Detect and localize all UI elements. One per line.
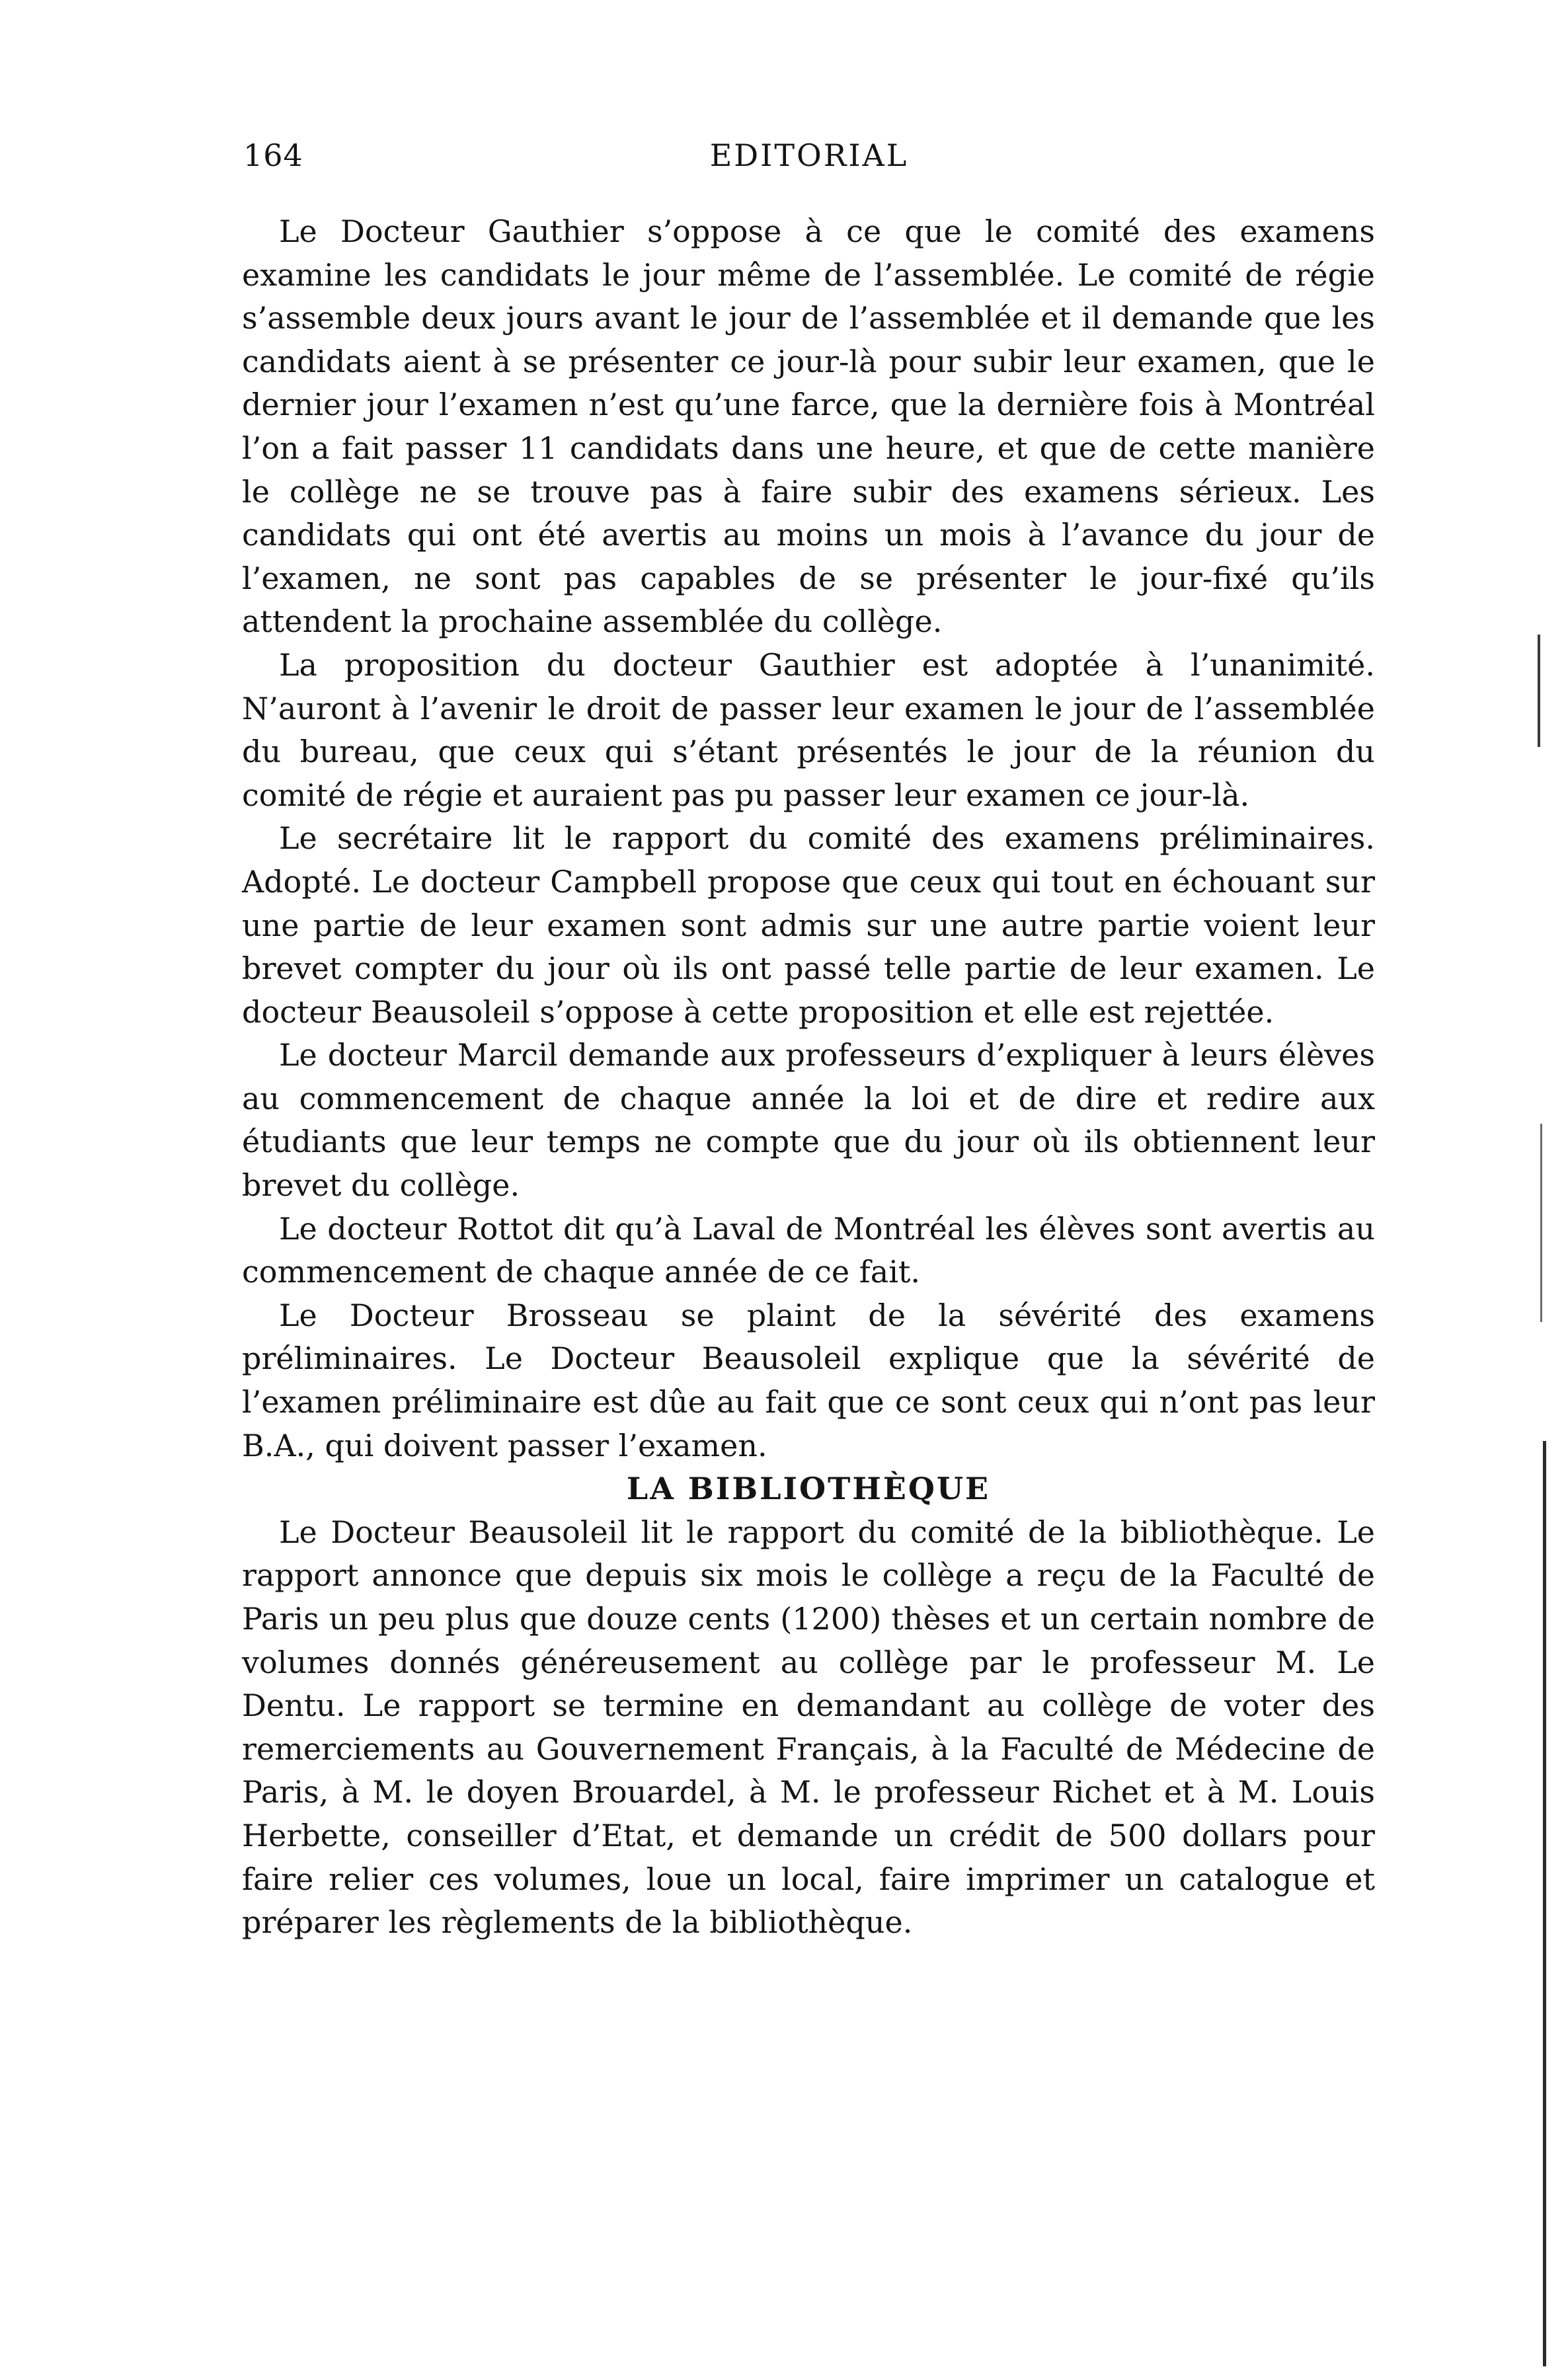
paragraph: Le secrétaire lit le rapport du comité des examens préliminaires. Adopté. Le docteur Campbell propose que ceux qui tout en échouant sur une partie de leur examen sont admis sur une autre partie voient leur brevet compter du jour où ils ont passé telle partie de leur examen. Le docteur Beausoleil s’oppose à cette proposition et elle est rejettée. <box>242 820 1375 1030</box>
paragraph: La proposition du docteur Gauthier est adoptée à l’unanimité. N’auront à l’avenir le droit de passer leur examen le jour de l’assemblée du bureau, que ceux qui s’étant présentés le jour de la réunion du comité de régie et auraient pas pu passer leur examen ce jour-là. <box>242 646 1375 813</box>
page-number: 164 <box>243 137 303 173</box>
paragraph: Le Docteur Beausoleil lit le rapport du comité de la bibliothèque. Le rapport annonce que depuis six mois le collège a reçu de la Faculté de Paris un peu plus que douze cents (1200) thèses et un certain nombre de volumes donnés généreusement au collège par le professeur M. Le Dentu. Le rapport se termine en demandant au collège de voter des remerciements au Gouvernement Français, à la Faculté de Médecine de Paris, à M. le doyen Brouardel, à M. le professeur Richet et à M. Louis Herbette, conseiller d’Etat, et demande un crédit de 500 dollars pour faire relier ces volumes, loue un local, faire imprimer un catalogue et préparer les règlements de la bibliothèque. <box>242 1514 1375 1941</box>
section-heading: LA BIBLIOTHÈQUE <box>626 1471 991 1507</box>
page-header <box>243 137 1375 184</box>
scan-edge-mark <box>1543 1441 1546 2366</box>
scan-edge-mark <box>1540 1124 1542 1322</box>
running-head: EDITORIAL <box>709 137 909 173</box>
paragraph: Le Docteur Gauthier s’oppose à ce que le comité des examens examine les candidats le jour même de l’assemblée. Le comité de régie s’assemble deux jours avant le jour de l’assemblée et il demande que les candidats aient à se présenter ce jour-là pour subir leur examen, que le dernier jour l’examen n’est qu’une farce, que la dernière fois à Montréal l’on a fait passer 11 candidats dans une heure, et que de cette manière le collège ne se trouve pas à faire subir des examens sérieux. Les candidats qui ont été avertis au moins un mois à l’avance du jour de l’examen, ne sont pas capables de se présenter le jour-fixé qu’ils attendent la prochaine assemblée du collège. <box>242 214 1375 640</box>
paragraph: Le Docteur Brosseau se plaint de la sévérité des examens préliminaires. Le Docteur Beausoleil explique que la sévérité de l’examen préliminaire est dûe au fait que ce sont ceux qui n’ont pas leur B.A., qui doivent passer l’examen. <box>242 1297 1375 1463</box>
body-text <box>242 210 1375 1945</box>
paragraph: Le docteur Marcil demande aux professeurs d’expliquer à leurs élèves au commencement de chaque année la loi et de dire et redire aux étudiants que leur temps ne compte que du jour où ils obtiennent leur brevet du collège. <box>242 1037 1375 1204</box>
paragraph: Le docteur Rottot dit qu’à Laval de Montréal les élèves sont avertis au commencement de chaque année de ce fait. <box>242 1210 1375 1290</box>
scan-edge-mark <box>1538 635 1540 747</box>
